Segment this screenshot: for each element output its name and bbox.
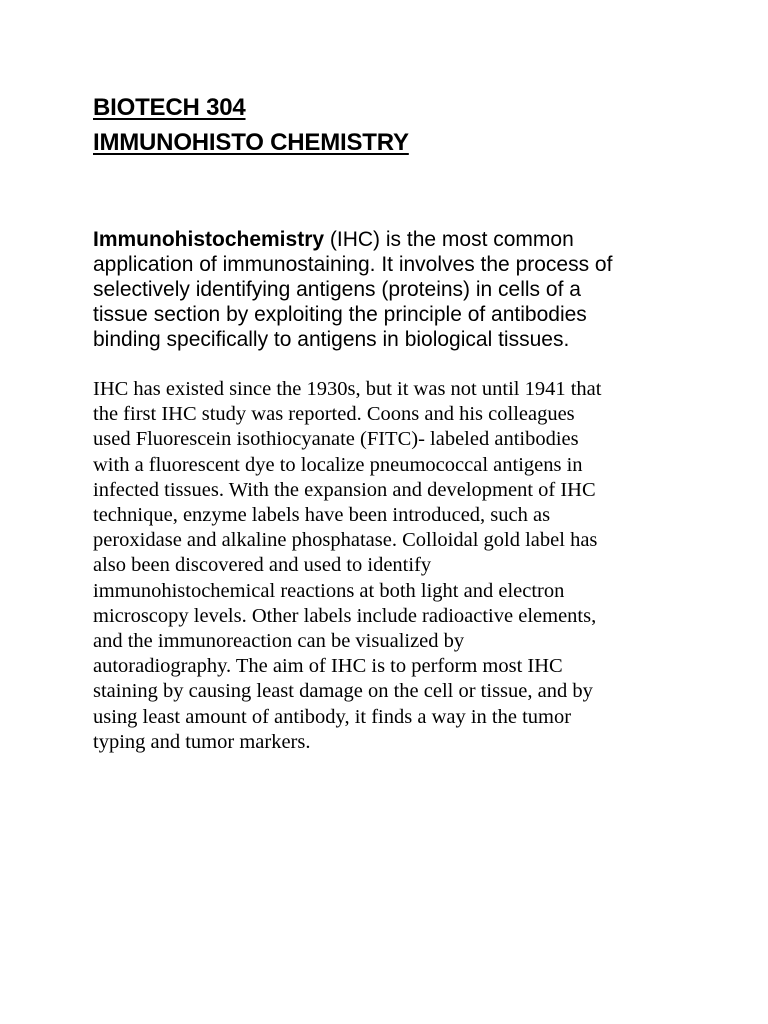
intro-line-1 xyxy=(93,227,683,252)
topic-heading: IMMUNOHISTO CHEMISTRY xyxy=(93,129,409,156)
body-line: used Fluorescein isothiocyanate (FITC)- labeled antibodies xyxy=(93,428,579,451)
body-line: infected tissues. With the expansion and development of IHC xyxy=(93,478,596,501)
body-line: peroxidase and alkaline phosphatase. Colloidal gold label has xyxy=(93,529,598,552)
intro-line-2: application of immunostaining. It involves the process of xyxy=(93,253,613,276)
history-paragraph xyxy=(93,377,693,755)
body-line: autoradiography. The aim of IHC is to perform most IHC xyxy=(93,655,563,678)
body-line: using least amount of antibody, it finds a way in the tumor xyxy=(93,705,572,728)
body-line: technique, enzyme labels have been introduced, such as xyxy=(93,504,551,527)
body-line: typing and tumor markers. xyxy=(93,730,311,753)
intro-line-4: tissue section by exploiting the principle of antibodies xyxy=(93,303,587,326)
intro-line-5: binding specifically to antigens in biological tissues. xyxy=(93,328,570,351)
body-line: with a fluorescent dye to localize pneumococcal antigens in xyxy=(93,453,583,476)
intro-line-3: selectively identifying antigens (proteins) in cells of a xyxy=(93,278,581,301)
body-line: microscopy levels. Other labels include radioactive elements, xyxy=(93,604,597,627)
body-line: also been discovered and used to identify xyxy=(93,554,432,577)
intro-paragraph xyxy=(93,227,683,352)
intro-line-1-rest: (IHC) is the most common xyxy=(324,228,574,251)
intro-term: Immunohistochemistry xyxy=(93,228,325,251)
body-line: the first IHC study was reported. Coons and his colleagues xyxy=(93,403,575,426)
body-line: immunohistochemical reactions at both light and electron xyxy=(93,579,565,602)
body-line: IHC has existed since the 1930s, but it was not until 1941 that xyxy=(93,378,602,400)
body-line: staining by causing least damage on the cell or tissue, and by xyxy=(93,680,593,703)
document-title xyxy=(93,90,693,160)
course-code-heading: BIOTECH 304 xyxy=(93,94,246,121)
body-line: and the immunoreaction can be visualized by xyxy=(93,630,465,653)
